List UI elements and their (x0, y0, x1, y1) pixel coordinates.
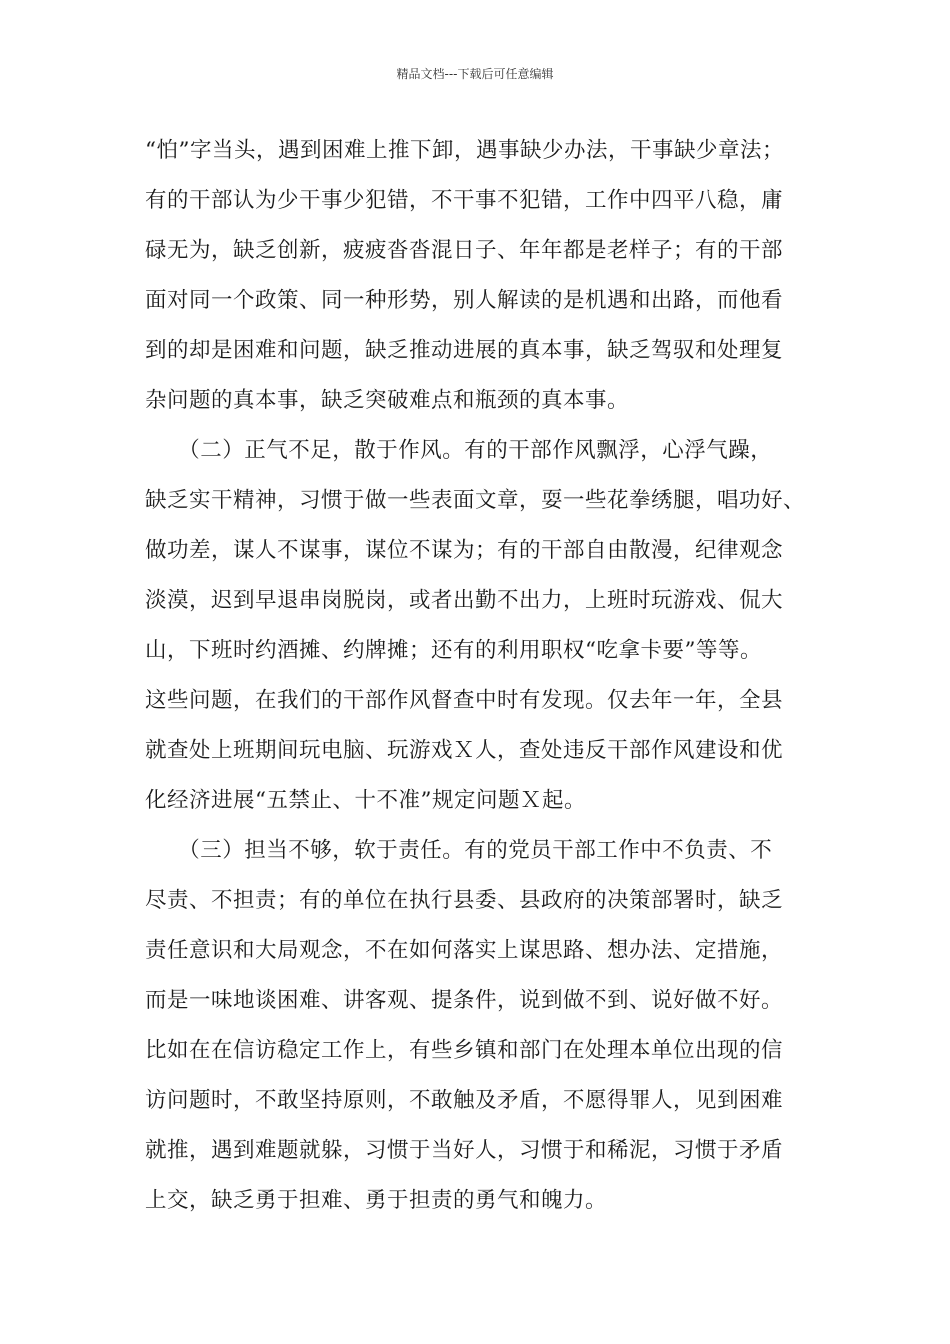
text-line: 面对同一个政策、同一种形势，别人解读的是机遇和出路，而他看 (145, 288, 784, 313)
text-line: 做功差，谋人不谋事，谋位不谋为；有的干部自由散漫，纪律观念 (145, 538, 784, 563)
text-line: 缺乏实干精神，习惯于做一些表面文章，耍一些花拳绣腿，唱功好、 (145, 488, 806, 513)
text-line: 比如在在信访稳定工作上，有些乡镇和部门在处理本单位出现的信 (145, 1038, 784, 1063)
text-line: （三）担当不够，软于责任。有的党员干部工作中不负责、不 (145, 838, 773, 863)
document-body (145, 126, 835, 1226)
page-header: 精品文档---下载后可任意编辑 (396, 67, 554, 81)
text-line: 有的干部认为少干事少犯错，不干事不犯错，工作中四平八稳，庸 (145, 188, 784, 213)
text-line: 碌无为，缺乏创新，疲疲沓沓混日子、年年都是老样子；有的干部 (145, 238, 784, 263)
text-line: “怕”字当头，遇到困难上推下卸，遇事缺少办法，干事缺少章法； (145, 138, 784, 163)
text-line: 杂问题的真本事，缺乏突破难点和瓶颈的真本事。 (145, 388, 630, 413)
text-line: 而是一味地谈困难、讲客观、提条件，说到做不到、说好做不好。 (145, 988, 784, 1013)
text-line: 这些问题，在我们的干部作风督查中时有发现。仅去年一年，全县 (145, 688, 784, 713)
text-line: 访问题时，不敢坚持原则，不敢触及矛盾，不愿得罪人，见到困难 (145, 1088, 784, 1113)
text-line: 到的却是困难和问题，缺乏推动进展的真本事，缺乏驾驭和处理复 (145, 338, 784, 363)
text-line: 上交，缺乏勇于担难、勇于担责的勇气和魄力。 (145, 1188, 608, 1213)
text-line: 尽责、不担责；有的单位在执行县委、县政府的决策部署时，缺乏 (145, 888, 784, 913)
text-line: 责任意识和大局观念，不在如何落实上谋思路、想办法、定措施， (145, 938, 784, 963)
text-line: 淡漠，迟到早退串岗脱岗，或者出勤不出力，上班时玩游戏、侃大 (145, 588, 784, 613)
text-line: （二）正气不足，散于作风。有的干部作风飘浮，心浮气躁， (145, 438, 773, 463)
text-line: 山，下班时约酒摊、约牌摊；还有的利用职权“吃拿卡要”等等。 (145, 638, 762, 663)
text-line: 就推，遇到难题就躲，习惯于当好人，习惯于和稀泥，习惯于矛盾 (145, 1138, 784, 1163)
text-line: 化经济进展“五禁止、十不准”规定问题Ｘ起。 (145, 788, 586, 813)
text-line: 就查处上班期间玩电脑、玩游戏Ｘ人，查处违反干部作风建设和优 (145, 738, 784, 763)
